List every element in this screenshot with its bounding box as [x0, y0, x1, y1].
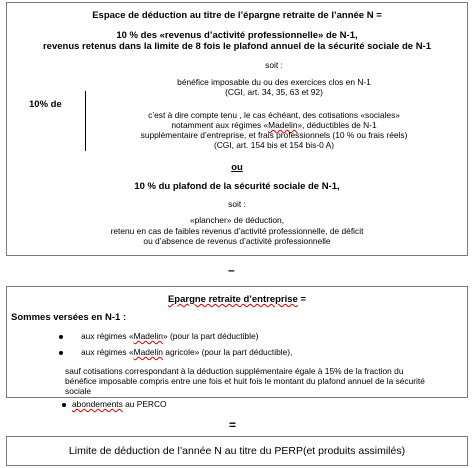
ou-separator: ou: [231, 162, 243, 173]
box1-plancher-line1: «plancher» de déduction,: [189, 215, 285, 225]
bullet-2: [59, 351, 63, 355]
box1-plafond: 10 % du plafond de la sécurité sociale de N-1,: [134, 181, 340, 192]
perp-limit-box: [6, 436, 468, 466]
box1-soit1: soit :: [265, 60, 283, 70]
box2-sauf-line3: sociale: [65, 386, 92, 396]
ten-percent-label: 10% de: [29, 99, 62, 110]
box2-sauf-line1: sauf cotisations correspondant à la déduction supplémentaire égale à 15% de la fraction du: [65, 366, 404, 376]
box1-soit2: soit :: [228, 199, 246, 209]
box2-bullet1-text: aux régimes «Madelin» (pour la part déductible): [81, 331, 259, 341]
box2-bullet3-text: abondements au PERCO: [72, 399, 167, 409]
box1-benefice-line1: bénéfice imposable du ou des exercices clos en N-1: [177, 77, 371, 87]
minus-operator: –: [228, 263, 235, 277]
box1-plancher-line3: ou d’absence de revenus d’activité professionnelle: [143, 236, 331, 246]
box1-benefice-line2: (CGI, art. 34, 35, 63 et 92): [225, 87, 323, 97]
box1-title: Espace de déduction au titre de l’épargne retraite de l’année N =: [92, 10, 382, 21]
box1-cotisations-line4: (CGI, art. 154 bis et 154 bis-0 A): [213, 140, 335, 150]
bullet-1: [59, 335, 63, 339]
bullet-3: [62, 403, 66, 407]
box2-sommes: Sommes versées en N-1 :: [11, 312, 127, 323]
box2-title: Epargne retraite d’entreprise =: [167, 294, 307, 305]
deduction-space-box: [6, 2, 468, 256]
box1-line2: revenus retenus dans la limite de 8 fois le plafond annuel de la sécurité sociale de N-1: [42, 41, 432, 52]
epargne-entreprise-box: [6, 286, 468, 398]
box1-cotisations-line2: notamment aux régimes «Madelin», déductibles de N-1: [171, 120, 377, 130]
equals-operator: =: [229, 418, 237, 432]
box1-plancher-line2: retenu en cas de faibles revenus d’activité professionnelle, de déficit: [110, 226, 364, 236]
box2-bullet2-text: aux régimes «Madelin agricole» (pour la part déductible),: [81, 347, 293, 357]
box2-sauf-line2: bénéfice imposable compris entre une fois et huit fois le montant du plafond annuel de la sécurité: [65, 376, 425, 386]
box1-cotisations-line1: c’est à dire compte tenu , le cas échéant, des cotisations «sociales»: [148, 110, 400, 120]
box3-text: Limite de déduction de l’année N au titre du PERP(et produits assimilés): [68, 445, 406, 457]
box1-line1: 10 % des «revenus d’activité professionnelle» de N-1,: [116, 30, 358, 41]
box1-cotisations-line3: supplémentaire d’entreprise, et frais professionnels (10 % ou frais réels): [140, 130, 408, 140]
